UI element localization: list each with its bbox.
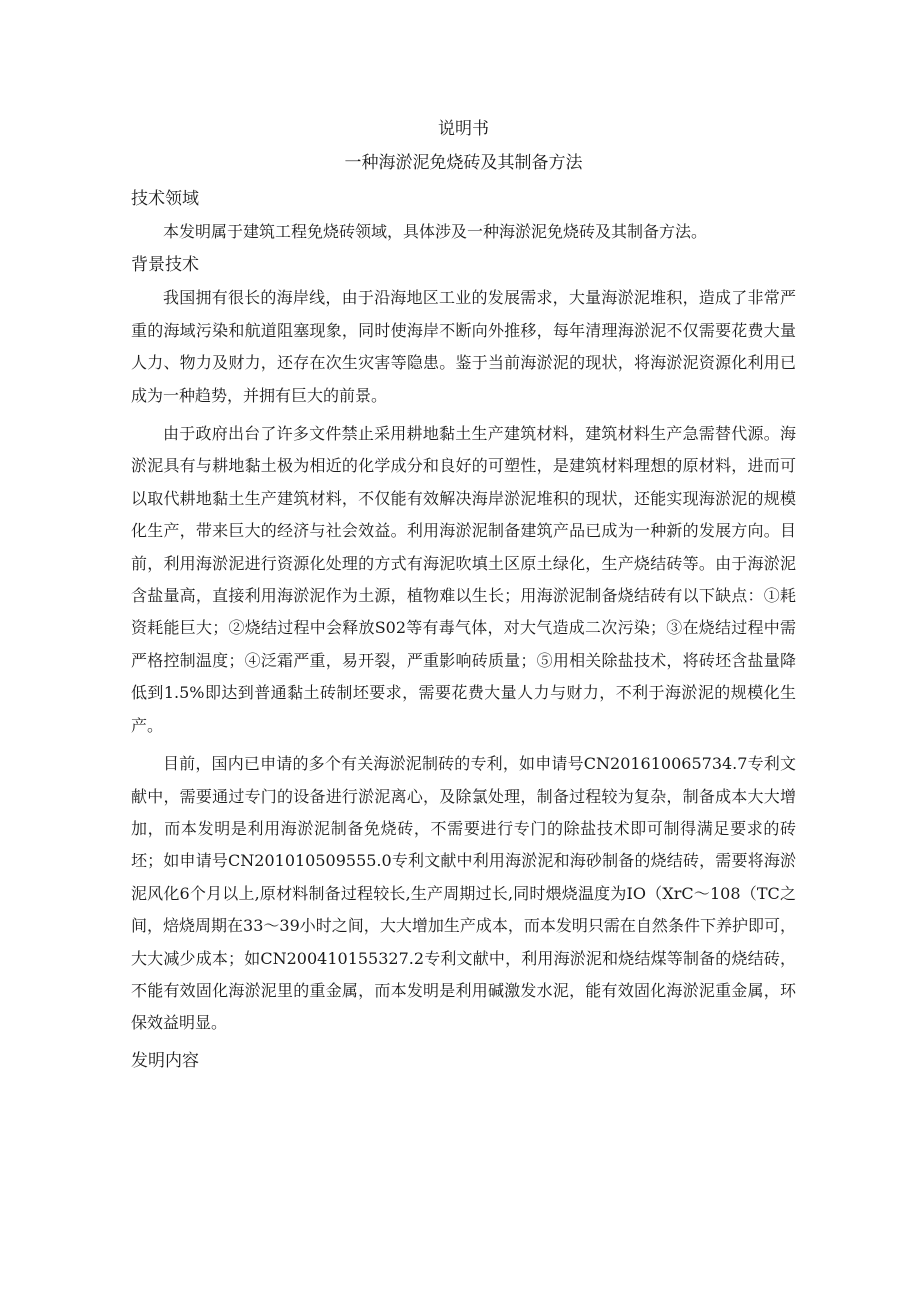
invention-title: 一种海淤泥免烧砖及其制备方法 — [344, 153, 583, 173]
document-title: 说明书 — [438, 119, 489, 139]
section-background-art — [131, 248, 796, 1039]
section-heading: 技术领域 — [131, 189, 199, 209]
section-heading: 发明内容 — [131, 1050, 199, 1071]
section-heading: 背景技术 — [131, 255, 199, 276]
paragraph: 我国拥有很长的海岸线，由于沿海地区工业的发展需求，大量海淤泥堆积，造成了非常严重的海域污染和航道阻塞现象，同时使海岸不断向外推移，每年清理海淤泥不仅需要花费大量人力、物力及财力，还存在次生灾害等隐患。鉴于当前海淤泥的现状，将海淤泥资源化利用已成为一种趋势，并拥有巨大的前景。 — [131, 288, 796, 405]
paragraph: 本发明属于建筑工程免烧砖领域，具体涉及一种海淤泥免烧砖及其制备方法。 — [163, 222, 708, 241]
document-body — [131, 112, 796, 1078]
paragraph: 由于政府出台了许多文件禁止采用耕地黏土生产建筑材料，建筑材料生产急需替代源。海淤泥具有与耕地黏土极为相近的化学成分和良好的可塑性，是建筑材料理想的原材料，进而可以取代耕地黏土生产建筑材料，不仅能有效解决海岸淤泥堆积的现状，还能实现海淤泥的规模化生产，带来巨大的经济与社会效益。利用海淤泥制备建筑产品已成为一种新的发展方向。目前，利用海淤泥进行资源化处理的方式有海泥吹填土区原土绿化，生产烧结砖等。由于海淤泥含盐量高，直接利用海淤泥作为土源，植物难以生长；用海淤泥制备烧结砖有以下缺点：①耗资耗能巨大；②烧结过程中会释放S02等有毒气体，对大气造成二次污染；③在烧结过程中需严格控制温度；④泛霜严重，易开裂，严重影响砖质量；⑤用相关除盐技术，将砖坯含盐量降低到1.5%即达到普通黏土砖制坯要求，需要花费大量人力与财力，不利于海淤泥的规模化生产。 — [131, 424, 796, 735]
paragraph: 目前，国内已申请的多个有关海淤泥制砖的专利，如申请号CN201610065734.7专利文献中，需要通过专门的设备进行淤泥离心，及除氯处理，制备过程较为复杂，制备成本大大增加，而本发明是利用海淤泥制备免烧砖，不需要进行专门的除盐技术即可制得满足要求的砖坯；如申请号CN201010509555.0专利文献中利用海淤泥和海砂制备的烧结砖，需要将海淤泥风化6个月以上,原材料制备过程较长,生产周期过长,同时煨烧温度为IO（XrC～108（TC之间，焙烧周期在33～39小时之间，大大增加生产成本，而本发明只需在自然条件下养护即可，大大减少成本；如CN200410155327.2专利文献中，利用海淤泥和烧结煤等制备的烧结砖，不能有效固化海淤泥里的重金属，而本发明是利用碱激发水泥，能有效固化海淤泥重金属，环保效益明显。 — [131, 754, 796, 1033]
section-technical-field — [131, 182, 796, 248]
section-summary — [131, 1044, 796, 1078]
